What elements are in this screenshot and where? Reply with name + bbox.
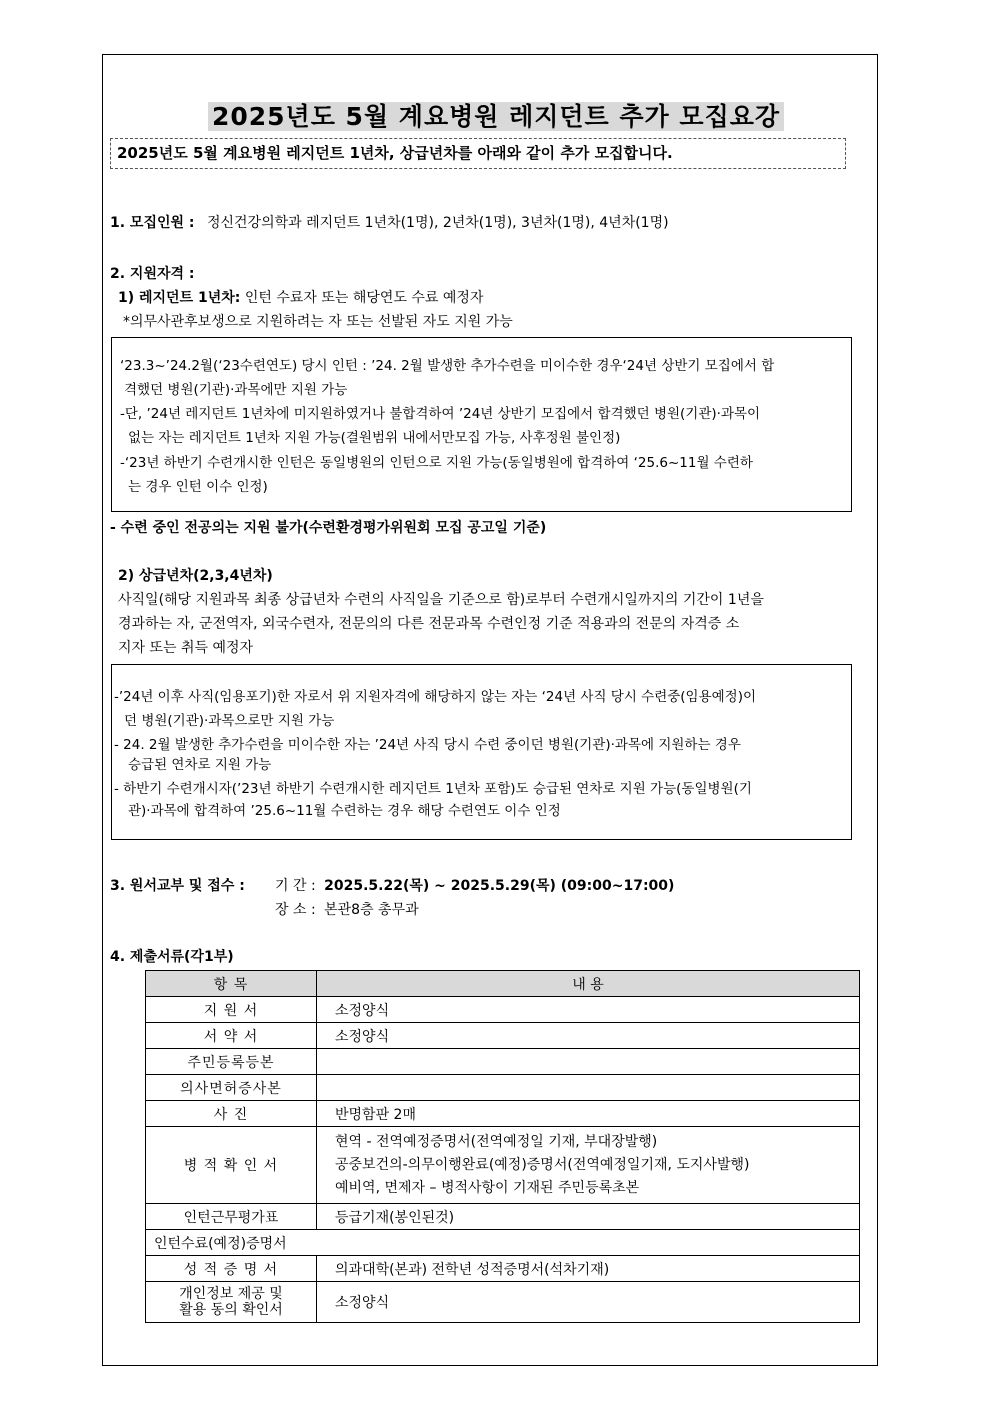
table-row — [146, 1282, 860, 1323]
section3-period-row — [275, 875, 674, 895]
sub1-after-box: - 수련 중인 전공의는 지원 불가(수련환경평가위원회 모집 공고일 기준) — [110, 520, 547, 536]
sub1-box-line: -‘23년 하반기 수련개시한 인턴은 동일병원의 인턴으로 지원 가능(동일병원에 합격하여 ‘25.6~11월 수련하 — [120, 455, 753, 471]
section2-label: 2. 지원자격 : — [110, 266, 195, 282]
period-label: 기 간 : — [275, 878, 316, 894]
row-content: 소정양식 — [317, 1023, 860, 1049]
sub1-box-line: 격했던 병원(기관)·과목에만 지원 가능 — [124, 382, 348, 398]
row-content: 의과대학(본과) 전학년 성적증명서(석차기재) — [317, 1256, 860, 1282]
row-content: 소정양식 — [317, 997, 860, 1023]
row-content — [317, 1049, 860, 1075]
subtitle-box: 2025년도 5월 계요병원 레지던트 1년차, 상급년차를 아래와 같이 추가 모집합니다. — [110, 138, 846, 169]
table-row — [146, 1101, 860, 1127]
table-header-row — [146, 971, 860, 997]
place-label: 장 소 : — [275, 902, 316, 918]
item-line: 개인정보 제공 및 — [179, 1286, 283, 1302]
row-content — [317, 1127, 860, 1204]
row-item: 지 원 서 — [146, 997, 317, 1023]
section3-place-row — [275, 899, 419, 919]
sub2-box-line: 승급된 연차로 지원 가능 — [128, 757, 272, 773]
section4-label: 4. 제출서류(각1부) — [110, 949, 234, 965]
period-value: 2025.5.22(목) ~ 2025.5.29(목) (09:00~17:00) — [324, 878, 675, 894]
header-content: 내 용 — [317, 971, 860, 997]
content-line: 현역 - 전역예정증명서(전역예정일 기재, 부대장발행) — [335, 1133, 658, 1150]
sub2-box-line: - 하반기 수련개시자(’23년 하반기 수련개시한 레지던트 1년차 포함)도 승급된 연차로 지원 가능(동일병원(기 — [114, 781, 752, 797]
row-content — [317, 1075, 860, 1101]
section1 — [110, 212, 669, 232]
row-content: 소정양식 — [317, 1282, 860, 1323]
sub2-text-line: 경과하는 자, 군전역자, 외국수련자, 전문의의 다른 전문과목 수련인정 기준 적용과의 전문의 자격증 소 — [118, 616, 740, 632]
table-row — [146, 997, 860, 1023]
sub2-box-line: -’24년 이후 사직(임용포기)한 자로서 위 지원자격에 해당하지 않는 자는 ‘24년 사직 당시 수련중(임용예정)이 — [114, 689, 757, 705]
table-row — [146, 1204, 860, 1230]
sub1-label: 1) 레지던트 1년차: — [118, 290, 241, 306]
row-item — [146, 1282, 317, 1323]
sub1-box-line: ‘23.3~’24.2월(‘23수련연도) 당시 인턴 : ’24. 2월 발생한 추가수련을 미이수한 경우‘24년 상반기 모집에서 합 — [120, 358, 775, 374]
sub1-text: 인턴 수료자 또는 해당연도 수료 예정자 — [244, 290, 484, 306]
row-item: 인턴수료(예정)증명서 — [146, 1230, 860, 1256]
row-item: 의사면허증사본 — [146, 1075, 317, 1101]
section1-label: 1. 모집인원 : — [110, 215, 195, 231]
sub2-box-line: - 24. 2월 발생한 추가수련을 미이수한 자는 ’24년 사직 당시 수련 중이던 병원(기관)·과목에 지원하는 경우 — [114, 737, 741, 753]
row-item: 성 적 증 명 서 — [146, 1256, 317, 1282]
documents-table — [145, 970, 860, 1323]
section3-label: 3. 원서교부 및 접수 : — [110, 878, 245, 894]
table-row — [146, 1127, 860, 1204]
sub1-note: *의무사관후보생으로 지원하려는 자 또는 선발된 자도 지원 가능 — [123, 314, 513, 330]
sub1-line — [118, 287, 483, 307]
row-content: 반명함판 2매 — [317, 1101, 860, 1127]
row-content: 등급기재(봉인된것) — [317, 1204, 860, 1230]
row-item: 서 약 서 — [146, 1023, 317, 1049]
sub1-box-line: -단, ’24년 레지던트 1년차에 미지원하였거나 불합격하여 ’24년 상반기 모집에서 합격했던 병원(기관)·과목이 — [120, 406, 761, 422]
row-item: 병 적 확 인 서 — [146, 1127, 317, 1204]
table-row — [146, 1075, 860, 1101]
sub2-box-line: 던 병원(기관)·과목으로만 지원 가능 — [124, 713, 335, 729]
content-line: 예비역, 면제자 – 병적사항이 기재된 주민등록초본 — [335, 1179, 640, 1196]
page-title-text: 2025년도 5월 계요병원 레지던트 추가 모집요강 — [208, 102, 784, 131]
section1-content: 정신건강의학과 레지던트 1년차(1명), 2년차(1명), 3년차(1명), 4년차(1명) — [206, 215, 669, 231]
header-item: 항 목 — [146, 971, 317, 997]
row-item: 사 진 — [146, 1101, 317, 1127]
sub1-box-line: 는 경우 인턴 이수 인정) — [128, 479, 268, 495]
sub1-box-line: 없는 자는 레지던트 1년차 지원 가능(결원범위 내에서만모집 가능, 사후정원 불인정) — [128, 430, 621, 446]
row-item: 주민등록등본 — [146, 1049, 317, 1075]
table-row — [146, 1049, 860, 1075]
table-row — [146, 1230, 860, 1256]
sub2-text-line: 사직일(해당 지원과목 최종 상급년차 수련의 사직일을 기준으로 함)로부터 수련개시일까지의 기간이 1년을 — [118, 592, 764, 608]
table-row — [146, 1256, 860, 1282]
table-row — [146, 1023, 860, 1049]
place-value: 본관8층 총무과 — [324, 902, 419, 918]
sub2-label: 2) 상급년차(2,3,4년차) — [118, 568, 273, 584]
page-title — [0, 97, 992, 133]
content-line: 공중보건의-의무이행완료(예정)증명서(전역예정일기재, 도지사발행) — [335, 1156, 750, 1173]
item-line: 활용 동의 확인서 — [179, 1302, 283, 1318]
sub2-box-line: 관)·과목에 합격하여 ’25.6~11월 수련하는 경우 해당 수련연도 이수 인정 — [128, 803, 561, 819]
sub2-text-line: 지자 또는 취득 예정자 — [118, 640, 254, 656]
row-item: 인턴근무평가표 — [146, 1204, 317, 1230]
